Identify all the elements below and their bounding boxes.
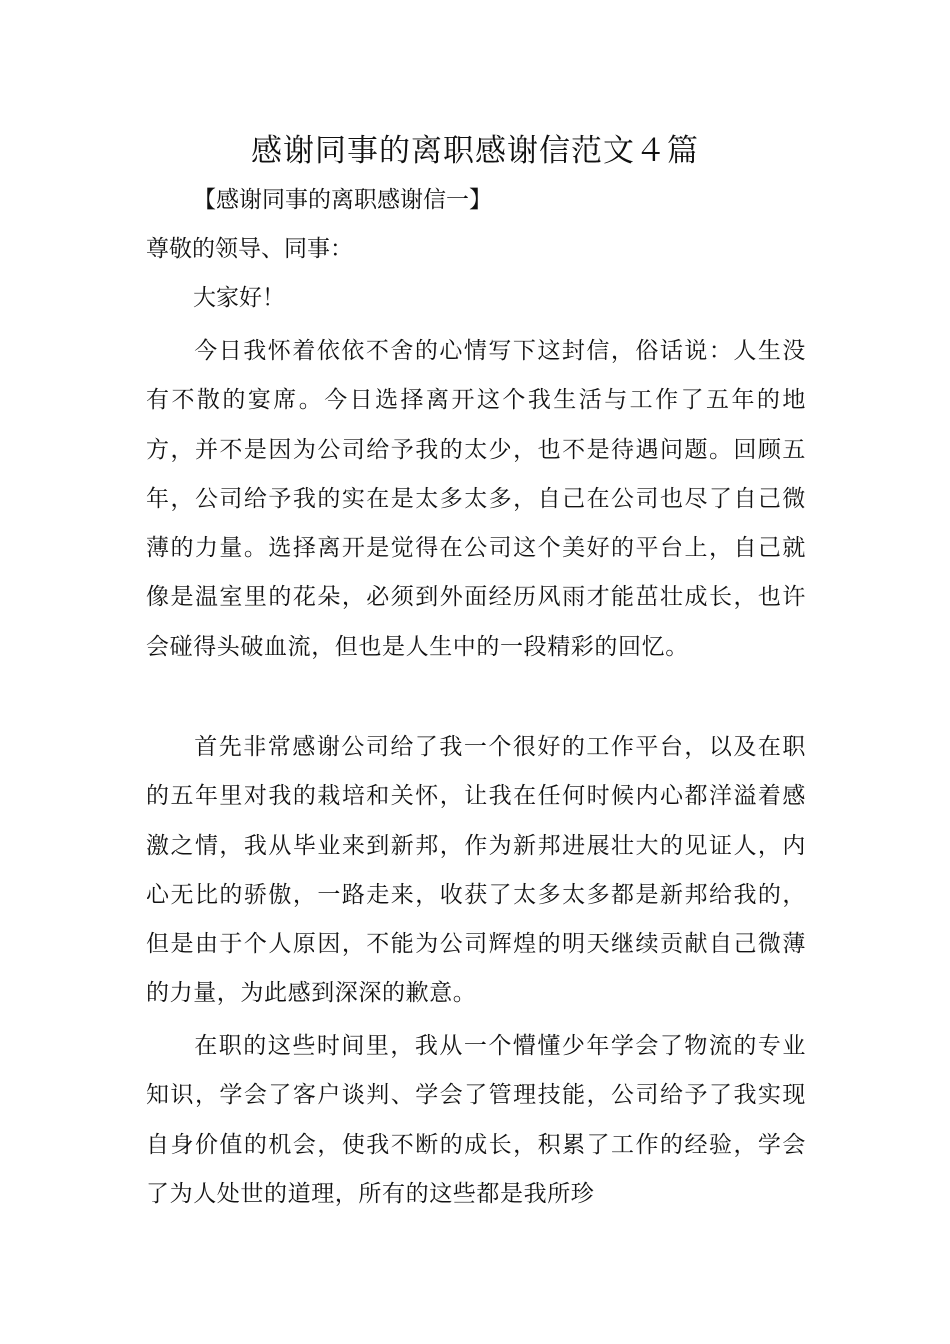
section-heading: 【感谢同事的离职感谢信一】 — [193, 187, 492, 213]
document-title: 感谢同事的离职感谢信范文４篇 — [251, 133, 699, 169]
body-paragraph-2: 首先非常感谢公司给了我一个很好的工作平台，以及在职的五年里对我的栽培和关怀，让我在任何时候内心都洋溢着感激之情，我从毕业来到新邦，作为新邦进展壮大的见证人，内心无比的骄傲，一路走来，收获了太多太多都是新邦给我的，但是由于个人原因，不能为公司辉煌的明天继续贡献自己微薄的力量，为此感到深深的歉意。 — [146, 734, 806, 1007]
body-paragraph-3: 在职的这些时间里，我从一个懵懂少年学会了物流的专业知识，学会了客户谈判、学会了管理技能，公司给予了我实现自身价值的机会，使我不断的成长，积累了工作的经验，学会了为人处世的道理，所有的这些都是我所珍 — [146, 1033, 806, 1207]
salutation: 尊敬的领导、同事： — [146, 236, 353, 262]
body-paragraph-1: 今日我怀着依依不舍的心情写下这封信，俗话说：人生没有不散的宴席。今日选择离开这个我生活与工作了五年的地方，并不是因为公司给予我的太少，也不是待遇问题。回顾五年，公司给予我的实在是太多太多，自己在公司也尽了自己微薄的力量。选择离开是觉得在公司这个美好的平台上，自己就像是温室里的花朵，必须到外面经历风雨才能茁壮成长，也许会碰得头破血流，但也是人生中的一段精彩的回忆。 — [146, 338, 806, 660]
greeting: 大家好！ — [193, 285, 285, 311]
